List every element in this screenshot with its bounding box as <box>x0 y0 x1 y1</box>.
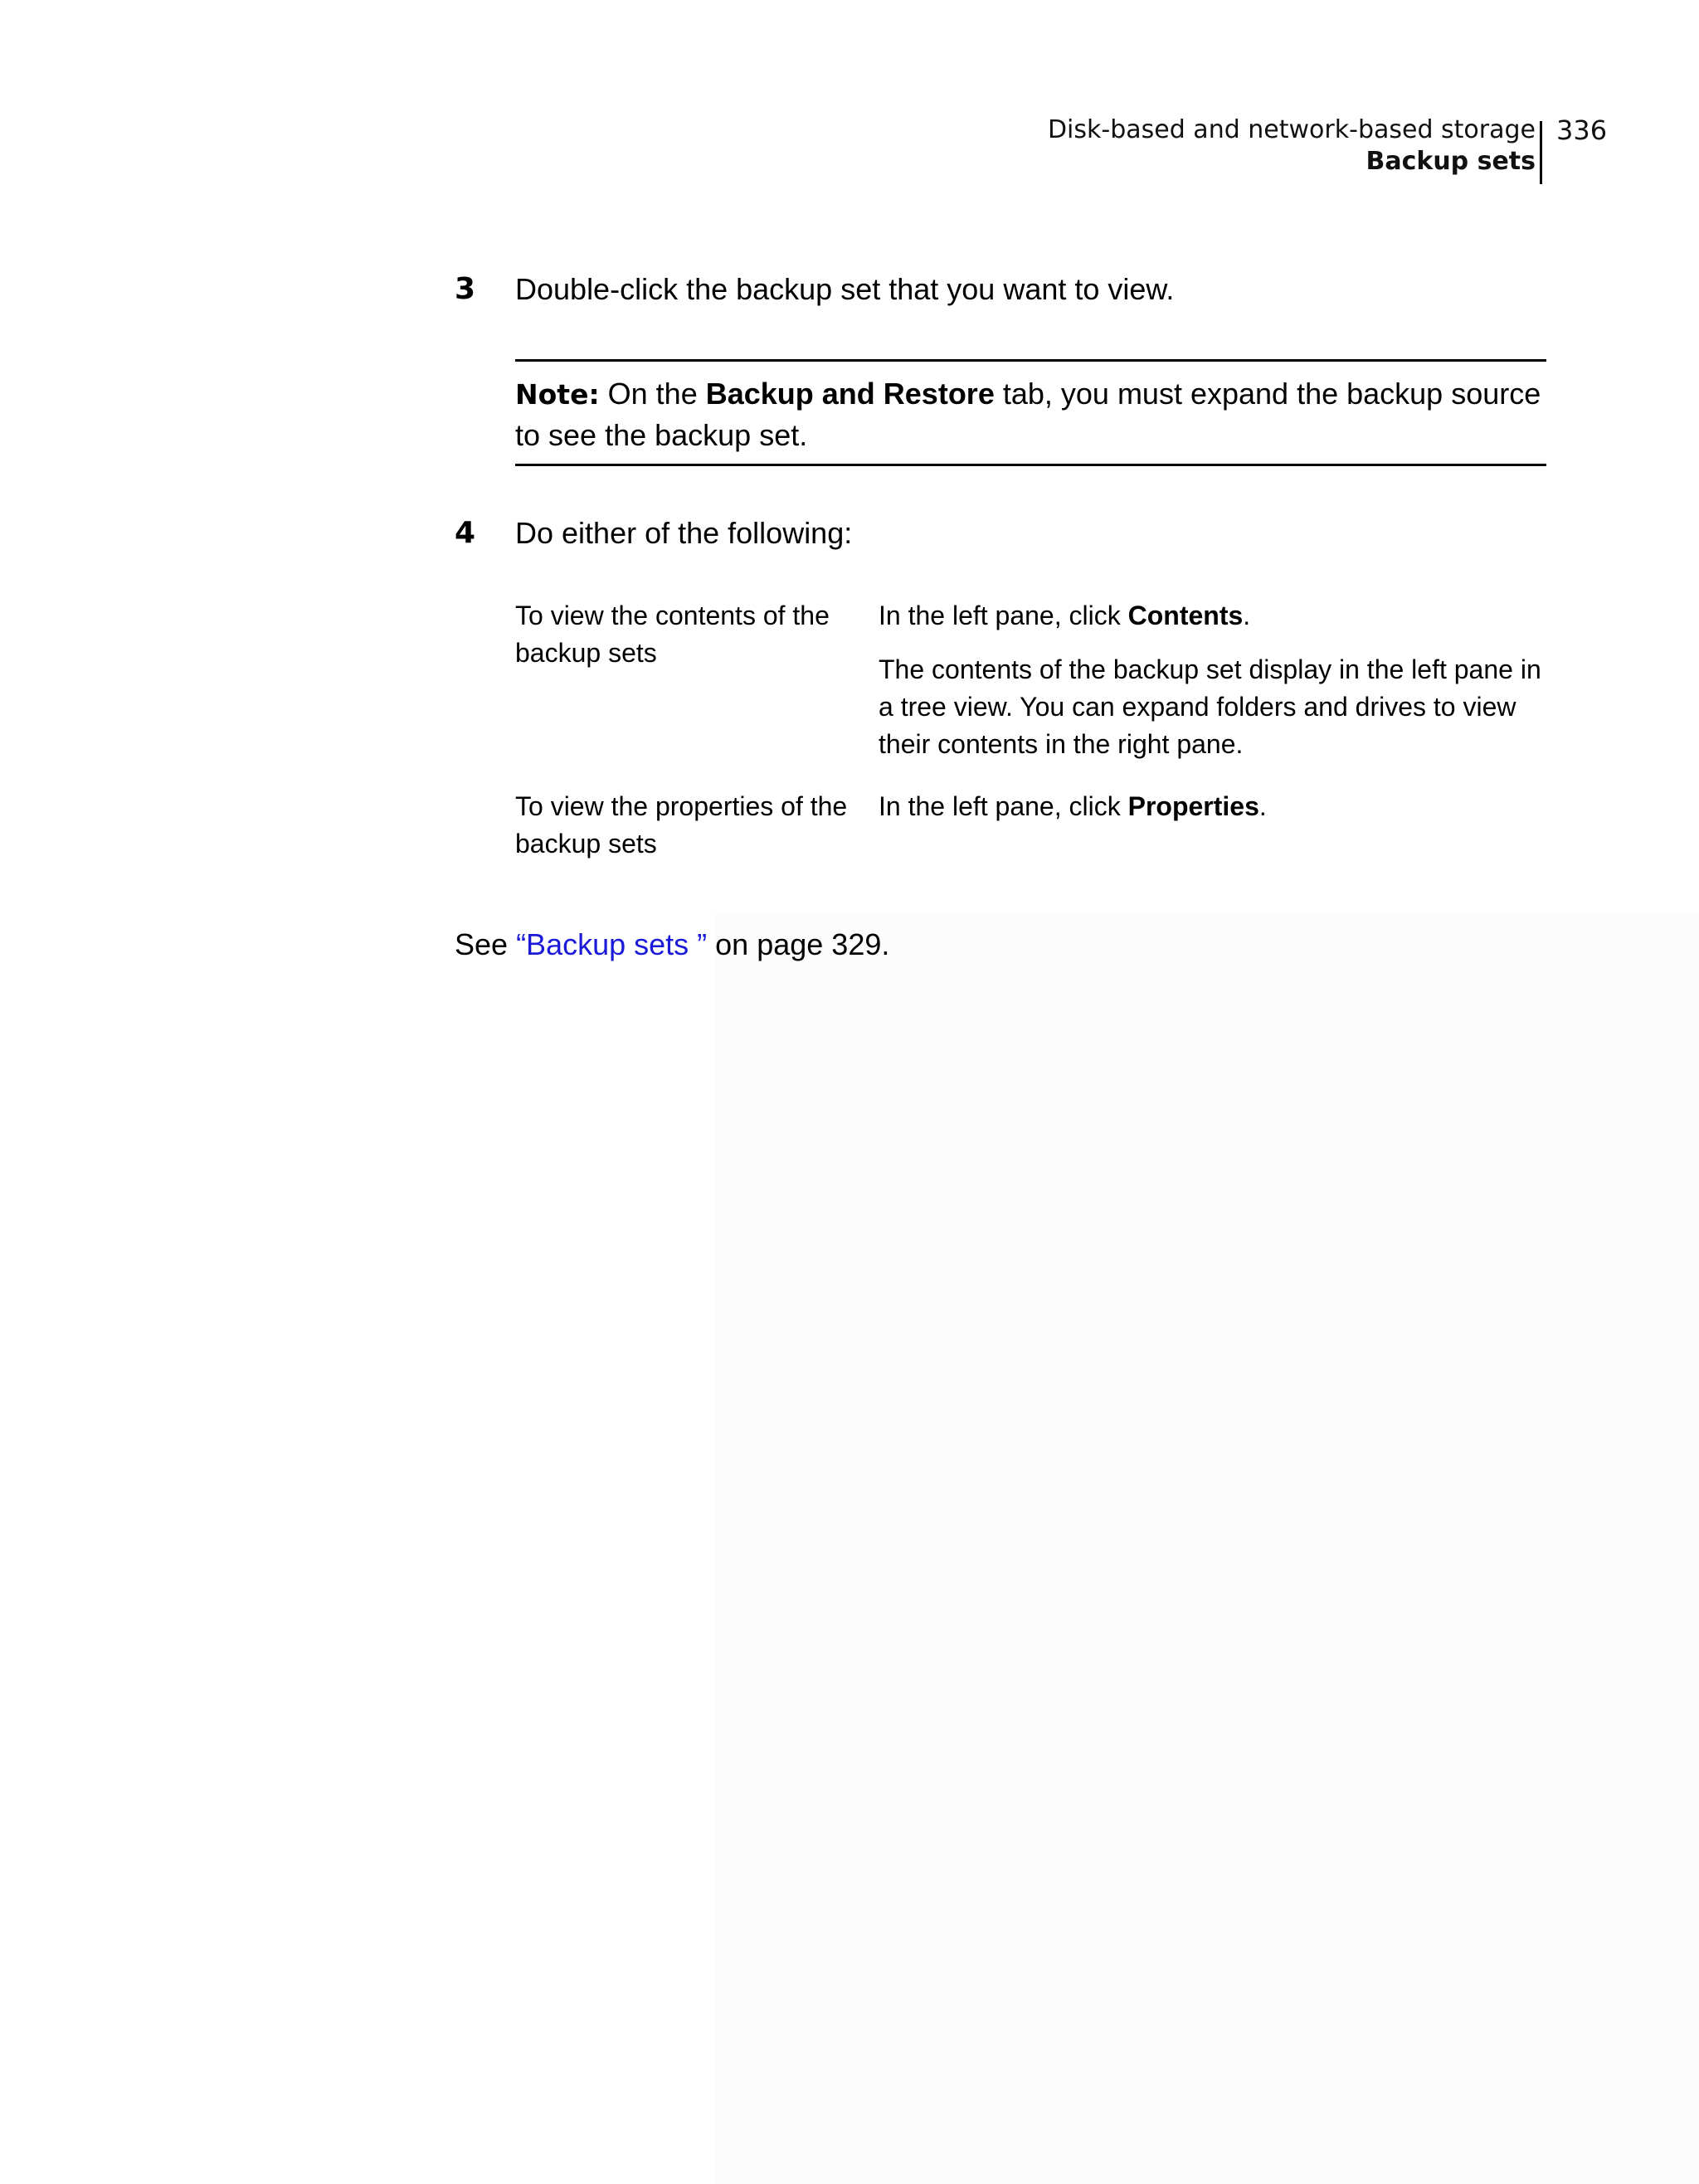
section-title: Backup sets <box>1366 147 1536 176</box>
running-header <box>1048 114 1536 178</box>
note-text-before: On the <box>599 377 706 411</box>
note-tab-name: Backup and Restore <box>705 377 995 411</box>
step-4-text: Do either of the following: <box>515 516 853 550</box>
action-prefix: In the left pane, click <box>879 601 1128 630</box>
see-also-suffix: on page 329. <box>707 927 890 961</box>
task-cell: To view the properties of the backup sets <box>515 791 848 859</box>
action-cell <box>879 597 1546 763</box>
action-prefix: In the left pane, click <box>879 791 1128 821</box>
action-suffix: . <box>1243 601 1251 630</box>
action-detail: The contents of the backup set display in the left pane in a tree view. You can expand folders and drives to view their contents in the right pane. <box>879 654 1541 759</box>
step-3-number: 3 <box>455 272 476 306</box>
page-shade <box>715 912 1699 2184</box>
action-cell <box>879 788 1546 825</box>
see-also <box>455 927 889 963</box>
step-3-text: Double-click the backup set that you want to view. <box>515 272 1175 306</box>
header-divider <box>1540 121 1542 184</box>
task-cell: To view the contents of the backup sets <box>515 601 830 668</box>
action-text <box>879 788 1546 825</box>
note-text <box>515 373 1546 455</box>
chapter-title: Disk-based and network-based storage <box>1047 115 1536 144</box>
note-label: Note: <box>515 378 600 411</box>
properties-label: Properties <box>1127 791 1259 821</box>
action-suffix: . <box>1258 791 1267 821</box>
step-4-number: 4 <box>455 516 476 550</box>
note-box <box>515 359 1546 466</box>
contents-label: Contents <box>1127 601 1244 630</box>
backup-sets-link[interactable]: “Backup sets ” <box>516 927 708 961</box>
note-text-after: tab, you must expand the backup source to see the backup set. <box>515 377 1541 452</box>
see-also-prefix: See <box>455 927 517 961</box>
action-text <box>879 597 1546 635</box>
page-number: 336 <box>1556 114 1608 146</box>
